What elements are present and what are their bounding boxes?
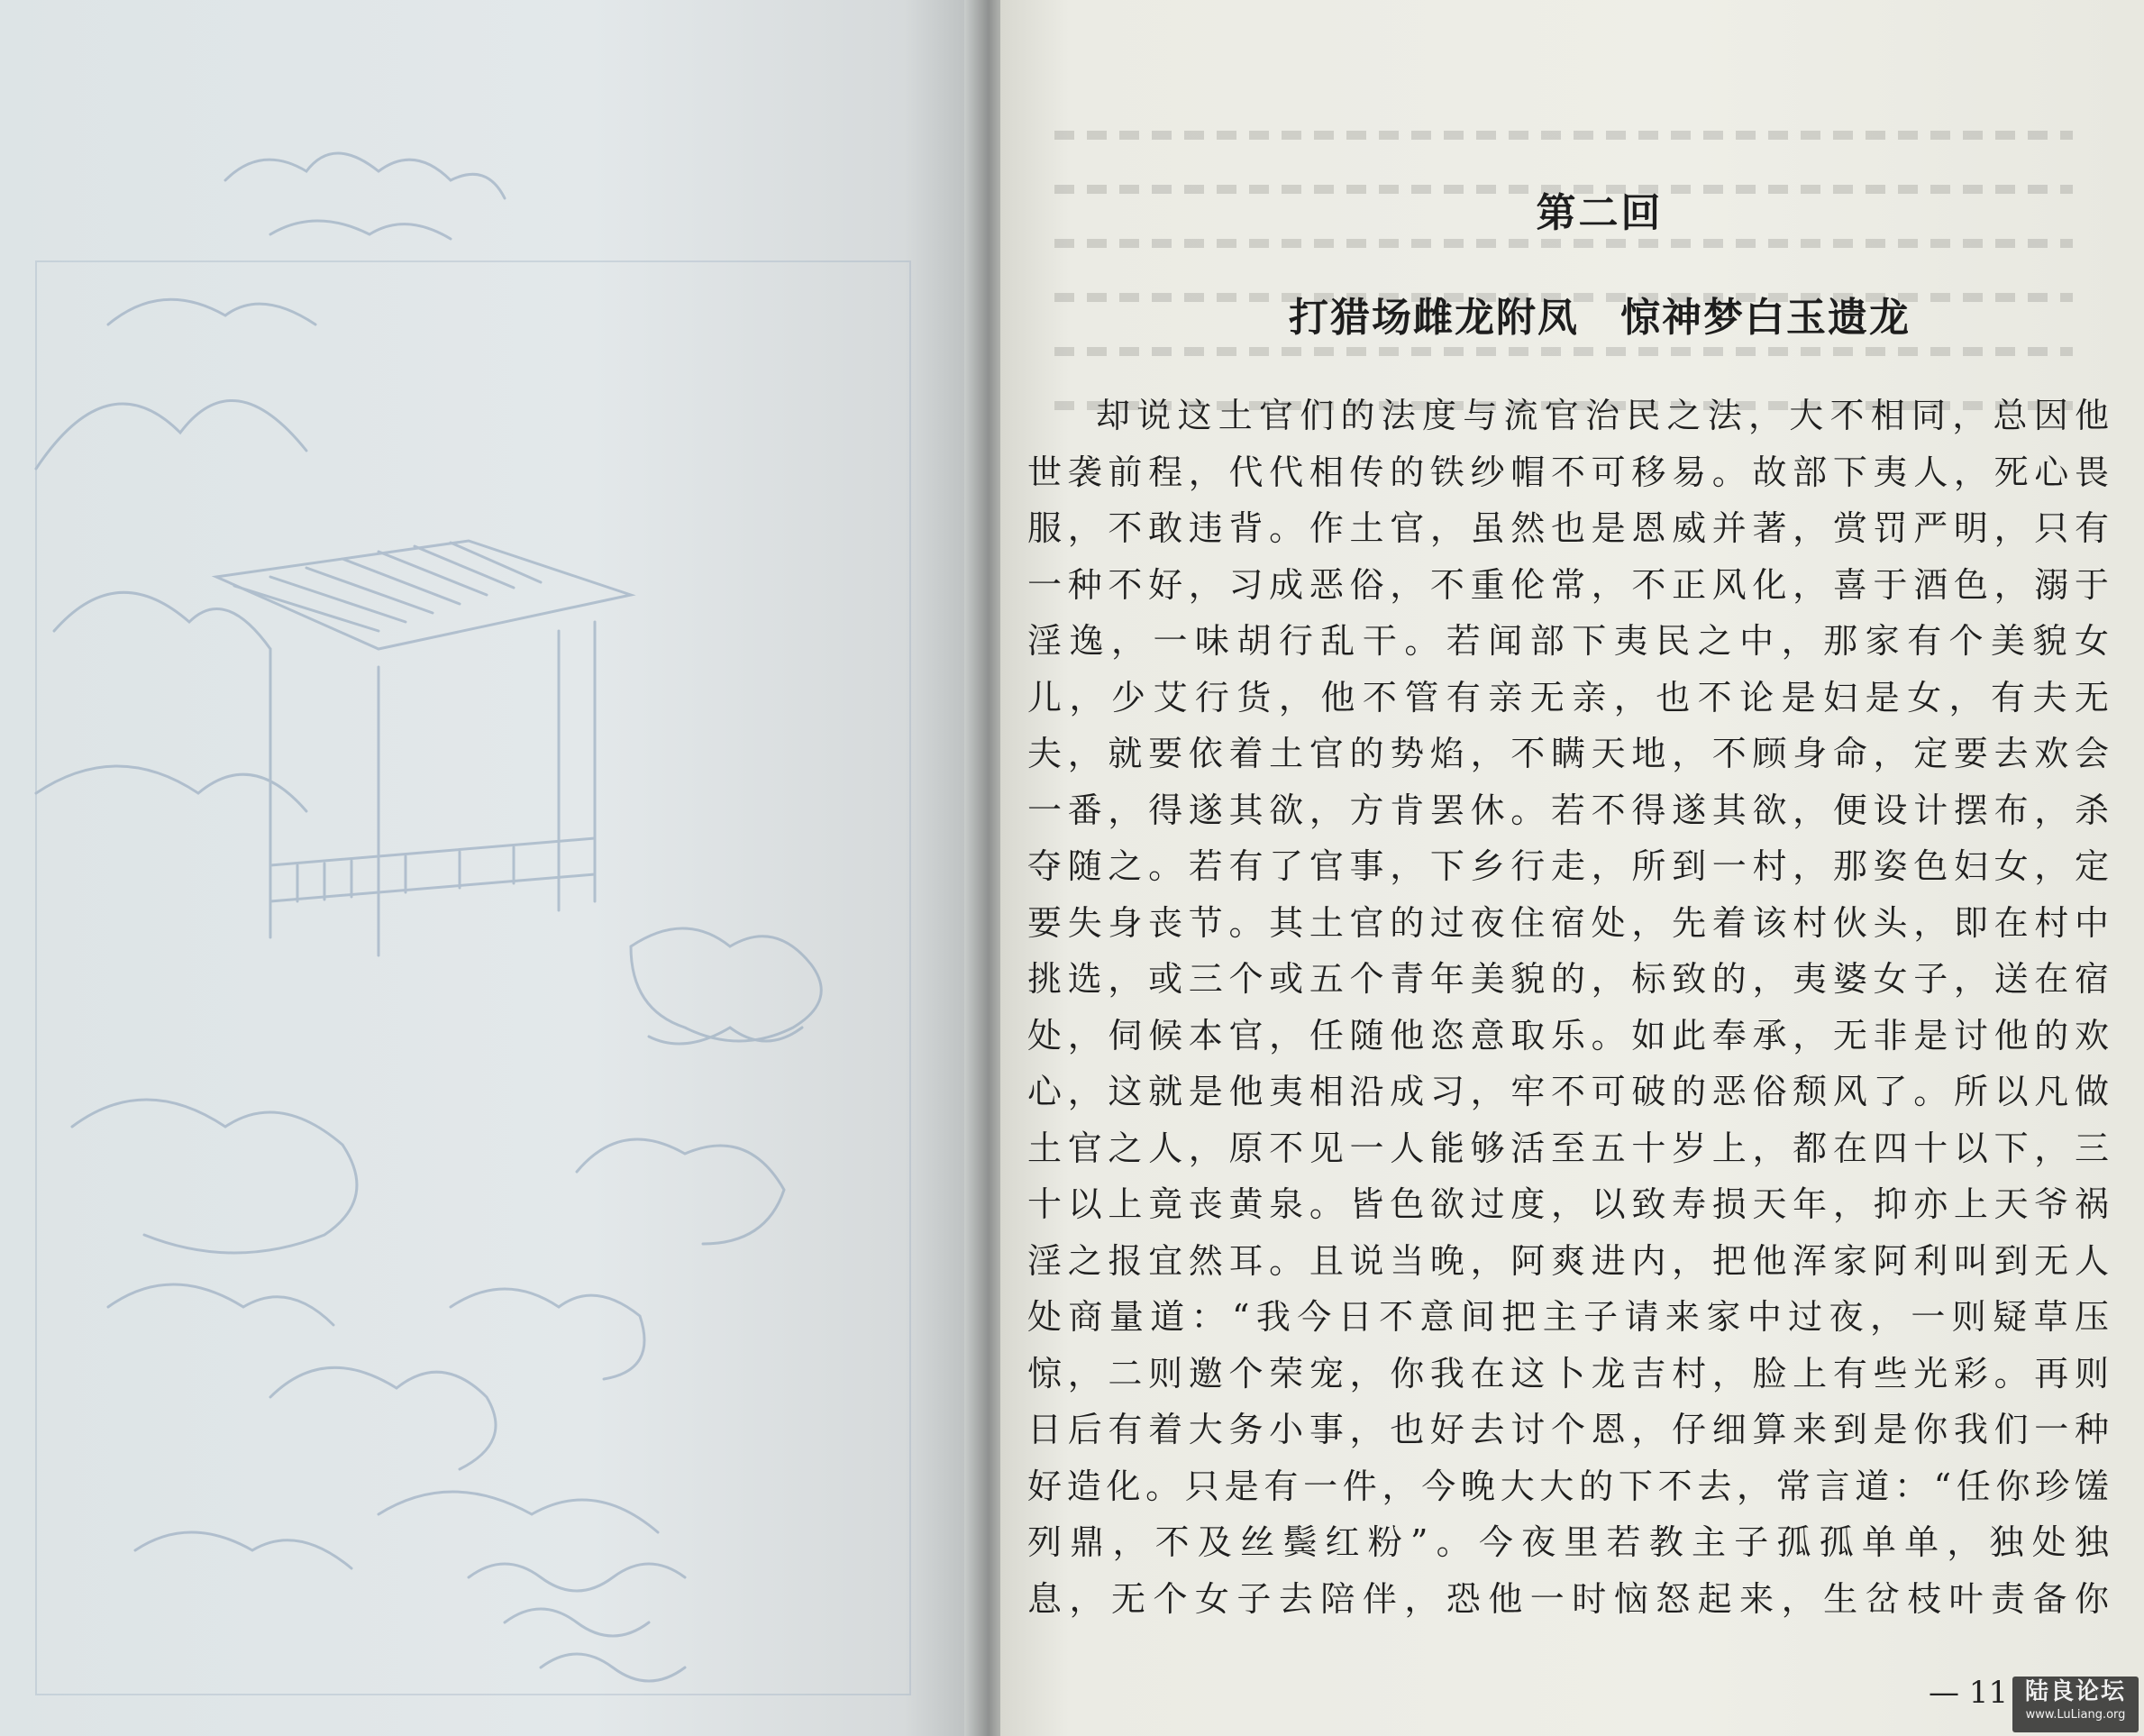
text-line: 一种不好，习成恶俗，不重伦常，不正风化，喜于酒色，溺于 <box>1027 564 2109 605</box>
page-number: — 11 <box>1929 1675 2009 1711</box>
text-line: 列鼎，不及丝鬓红粉”。今夜里若教主子孤孤单单，独处独 <box>1027 1522 2109 1562</box>
watermark-title: 陆良论坛 <box>2024 1678 2126 1705</box>
forum-watermark <box>2012 1677 2139 1732</box>
chapter-title: 打猎场雌龙附凤 惊神梦白玉遗龙 <box>1289 295 1911 341</box>
text-line: 心，这就是他夷相沿成习，牢不可破的恶俗颓风了。所以凡做 <box>1027 1072 2109 1111</box>
bleed-through-text <box>1045 117 2082 424</box>
text-line: 惊，二则邀个荣宠，你我在这卜龙吉村，脸上有些光彩。再则 <box>1027 1353 2109 1393</box>
chapter-number: 第二回 <box>1536 190 1664 236</box>
text-line: 服，不敢违背。作土官，虽然也是恩威并著，赏罚严明，只有 <box>1027 508 2109 548</box>
text-line: 要失身丧节。其土官的过夜住宿处，先着该村伙头，即在村中 <box>1027 902 2109 943</box>
text-line: 淫逸，一味胡行乱干。若闻部下夷民之中，那家有个美貌女 <box>1027 621 2109 661</box>
faded-illustration <box>0 0 982 1736</box>
text-line: 土官之人，原不见一人能够活至五十岁上，都在四十以下，三 <box>1027 1128 2109 1168</box>
text-line: 挑选，或三个或五个青年美貌的，标致的，夷婆女子，送在宿 <box>1027 959 2109 999</box>
body-text <box>1027 388 2109 1627</box>
text-line: 好造化。只是有一件，今晚大大的下不去，常言道：“任你珍馐 <box>1027 1466 2109 1506</box>
text-line: 息，无个女子去陪伴，恐他一时恼怒起来，生岔枝叶责备你 <box>1027 1578 2109 1619</box>
text-line: 一番，得遂其欲，方肯罢休。若不得遂其欲，便设计摆布，杀 <box>1027 790 2109 830</box>
text-line: 却说这土官们的法度与流官治民之法，大不相同，总因他 <box>1096 396 2109 435</box>
text-line: 处，伺候本官，任随他恣意取乐。如此奉承，无非是讨他的欢 <box>1027 1015 2109 1055</box>
text-line: 处商量道：“我今日不意间把主子请来家中过夜，一则疑草压 <box>1027 1297 2109 1337</box>
text-line: 十以上竟丧黄泉。皆色欲过度，以致寿损天年，抑亦上天爷祸 <box>1027 1184 2109 1224</box>
text-line: 夺随之。若有了官事，下乡行走，所到一村，那姿色妇女，定 <box>1027 846 2109 886</box>
text-line: 夫，就要依着土官的势焰，不瞒天地，不顾身命，定要去欢会 <box>1027 734 2109 773</box>
text-line: 世袭前程，代代相传的铁纱帽不可移易。故部下夷人，死心畏 <box>1027 452 2109 492</box>
text-line: 淫之报宜然耳。且说当晚，阿爽进内，把他浑家阿利叫到无人 <box>1027 1240 2109 1281</box>
text-line: 儿，少艾行货，他不管有亲无亲，也不论是妇是女，有夫无 <box>1027 677 2109 717</box>
right-page <box>1000 0 2144 1736</box>
left-page <box>0 0 982 1736</box>
watermark-url: www.LuLiang.org <box>2025 1708 2126 1722</box>
text-line: 日后有着大务小事，也好去讨个恩，仔细算来到是你我们一种 <box>1027 1410 2109 1449</box>
